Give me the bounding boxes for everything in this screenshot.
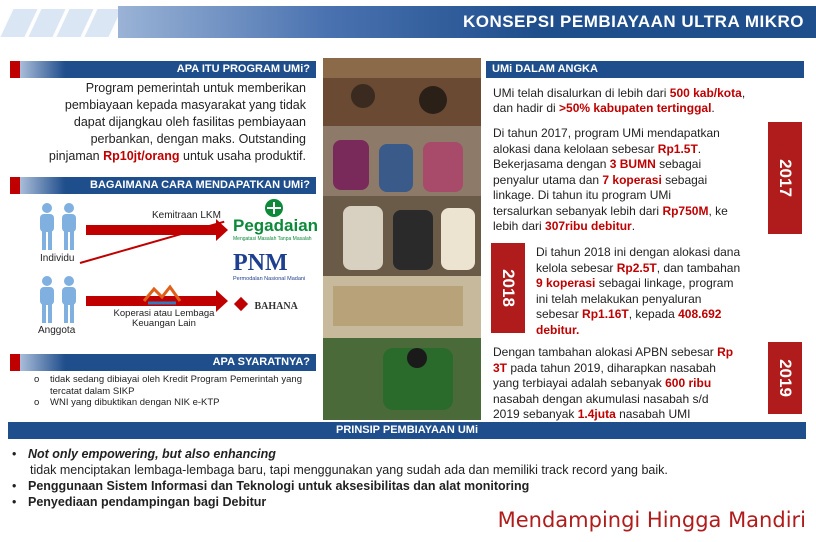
- numbers-intro: UMi telah disalurkan di lebih dari 500 kab/kota, dan hadir di >50% kabupaten tertinggal.: [493, 86, 746, 115]
- section-title: BAGAIMANA CARA MENDAPATKAN UMi?: [90, 179, 310, 191]
- photo-collage-image: [323, 58, 481, 420]
- tagline: Mendampingi Hingga Mandiri: [497, 508, 806, 532]
- person-pair-icon: [36, 275, 82, 325]
- section-title: APA ITU PROGRAM UMi?: [176, 63, 310, 75]
- label-kemitraan: Kemitraan LKM: [152, 210, 221, 221]
- person-pair-icon: [36, 202, 82, 252]
- section-title: PRINSIP PEMBIAYAAN UMi: [335, 424, 479, 436]
- label-individu: Individu: [40, 253, 75, 264]
- label-koperasi: Koperasi atau Lembaga Keuangan Lain: [113, 308, 215, 329]
- list-item: o WNI yang dibuktikan dengan NIK e-KTP: [34, 397, 220, 408]
- section-header-numbers: [486, 61, 804, 78]
- section-header-what: [10, 61, 316, 78]
- page-title: KONSEPSI PEMBIAYAAN ULTRA MIKRO: [462, 12, 804, 31]
- scale-icon: [259, 198, 289, 218]
- year-badge-2017: 2017: [768, 122, 802, 234]
- red-tab: [10, 61, 20, 78]
- list-item: tidak menciptakan lembaga-lembaga baru, tapi menggunakan yang sudah ada dan memiliki track record yang baik.: [30, 463, 668, 477]
- koperasi-logo-icon: [140, 283, 184, 305]
- numbers-2019: Dengan tambahan alokasi APBN sebesar Rp 3T pada tahun 2019, diharapkan nasabah yang terbiayai adalah sebanyak 600 ribu nasabah dengan akumulasi nasabah s/d 2019 sebanyak 1.4juta nasabah UMI: [493, 345, 734, 421]
- photo-collage: [323, 58, 481, 420]
- requirements-list: [34, 374, 302, 409]
- section-header-req: [10, 354, 316, 371]
- numbers-2018: Di tahun 2018 ini dengan alokasi dana kelola sebesar Rp2.5T, dan tambahan 9 koperasi sebagai linkage, program ini telah melakukan penyaluran sebesar Rp1.16T, kepada 408.692 debitur.: [536, 245, 741, 337]
- bahana-logo: BAHANA: [236, 296, 316, 312]
- list-item: o tidak sedang dibiayai oleh Kredit Program Pemerintah yang tercatat dalam SIKP: [34, 374, 302, 397]
- label-anggota: Anggota: [38, 325, 76, 336]
- section-title: APA SYARATNYA?: [212, 356, 310, 368]
- section-title: UMi DALAM ANGKA: [492, 63, 598, 75]
- what-text: Program pemerintah untuk memberikan pembiayaan kepada masyarakat yang tidak dapat dijangkau oleh fasilitas pembiayaan perbankan, dengan maks. Outstanding pinjaman Rp10jt/orang untuk usaha produktif.: [48, 81, 306, 163]
- year-badge-2019: 2019: [768, 342, 802, 414]
- section-header-how: [10, 177, 316, 194]
- pnm-logo: PNM Permodalan Nasional Madani: [233, 250, 306, 282]
- section-header-principle: [8, 422, 806, 439]
- pegadaian-logo: Pegadaian Mengatasi Masalah Tanpa Masalah: [233, 198, 315, 244]
- red-tab: [10, 177, 20, 194]
- numbers-2017: Di tahun 2017, program UMi mendapatkan alokasi dana kelolaan sebesar Rp1.5T. Bekerjasama dengan 3 BUMN sebagai penyalur utama dan 7 koperasi sebagai linkage. Di tahun itu program UMi tersalurkan sebanyak lebih dari Rp750M, ke lebih dari 307ribu debitur.: [493, 126, 728, 233]
- principles-list: [12, 446, 802, 510]
- list-item: • Not only empowering, but also enhancing: [12, 447, 276, 461]
- list-item: • Penyediaan pendampingan bagi Debitur: [12, 495, 267, 509]
- red-tab: [10, 354, 20, 371]
- diamond-icon: [234, 297, 248, 311]
- list-item: • Penggunaan Sistem Informasi dan Teknologi untuk aksesibilitas dan alat monitoring: [12, 479, 530, 493]
- year-badge-2018: 2018: [491, 243, 525, 333]
